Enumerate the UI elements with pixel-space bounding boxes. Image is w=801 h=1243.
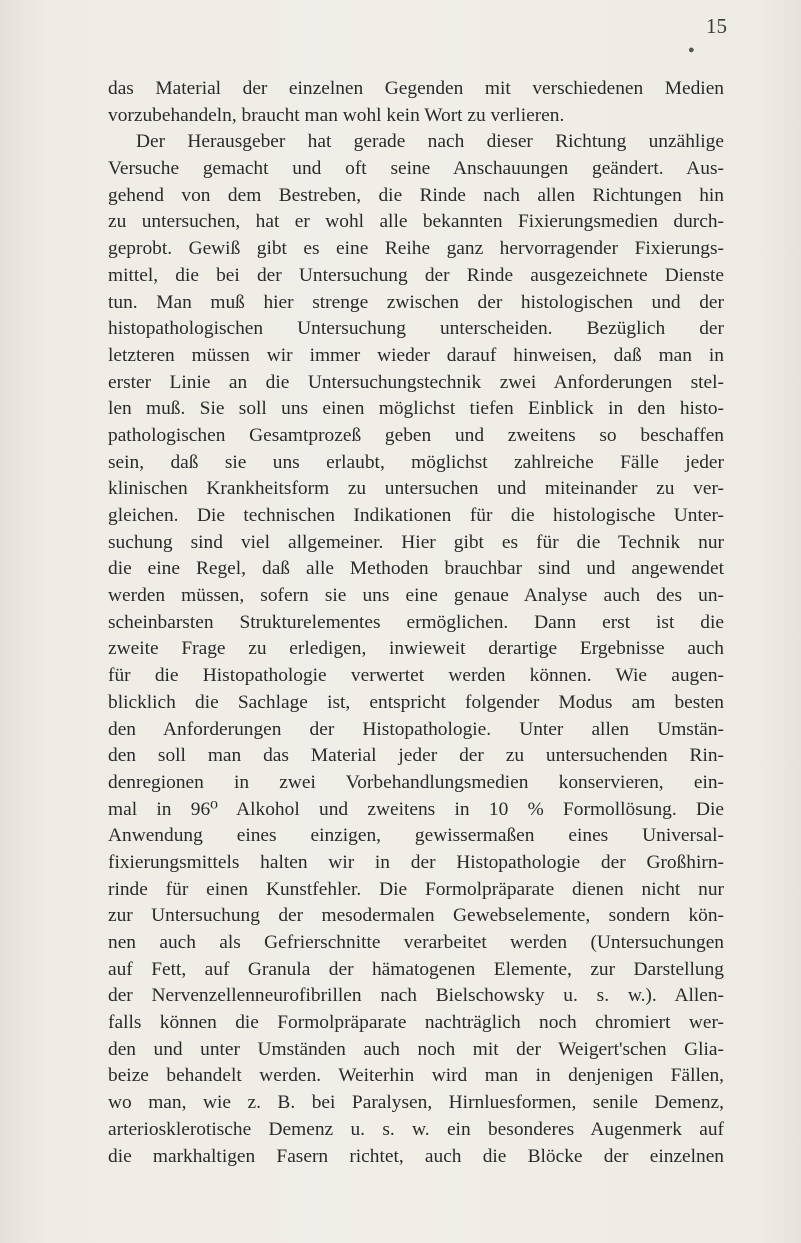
text-line: den und unter Umständen auch noch mit der Weigert'schen Glia- bbox=[108, 1038, 724, 1060]
text-line: len muß. Sie soll uns einen möglichst tiefen Einblick in den histo- bbox=[108, 398, 724, 420]
page-number: 15 bbox=[706, 14, 727, 38]
text-line: die eine Regel, daß alle Methoden brauchbar sind und angewendet bbox=[108, 558, 724, 580]
text-line: denregionen in zwei Vorbehandlungsmedien konservieren, ein- bbox=[108, 771, 724, 793]
text-line: mittel, die bei der Untersuchung der Rinde ausgezeichnete Dienste bbox=[108, 264, 724, 286]
text-line: gleichen. Die technischen Indikationen für die histologische Unter- bbox=[108, 505, 724, 526]
text-line: wo man, wie z. B. bei Paralysen, Hirnluesformen, senile Demenz, bbox=[108, 1092, 724, 1114]
text-line: suchung sind viel allgemeiner. Hier gibt es für die Technik nur bbox=[108, 531, 724, 553]
text-line: sein, daß sie uns erlaubt, möglichst zahlreiche Fälle jeder bbox=[108, 451, 724, 473]
text-line: letzteren müssen wir immer wieder darauf hinweisen, daß man in bbox=[108, 344, 724, 366]
text-line: den soll man das Material jeder der zu untersuchenden Rin- bbox=[108, 745, 724, 767]
body-text bbox=[108, 76, 724, 1170]
text-line: Der Herausgeber hat gerade nach dieser Richtung unzählige bbox=[136, 131, 724, 153]
text-line: geprobt. Gewiß gibt es eine Reihe ganz hervorragender Fixierungs- bbox=[108, 238, 724, 260]
text-line: fixierungsmittels halten wir in der Histopathologie der Großhirn- bbox=[108, 851, 724, 873]
text-line: der Nervenzellenneurofibrillen nach Bielschowsky u. s. w.). Allen- bbox=[108, 985, 724, 1007]
text-line: pathologischen Gesamtprozeß geben und zweitens so beschaffen bbox=[108, 424, 724, 446]
text-line: rinde für einen Kunstfehler. Die Formolpräparate dienen nicht nur bbox=[108, 878, 724, 900]
text-line: mal in 96⁰ Alkohol und zweitens in 10 % Formollösung. Die bbox=[108, 798, 724, 820]
text-line: die markhaltigen Fasern richtet, auch die Blöcke der einzelnen bbox=[108, 1145, 724, 1167]
text-line: blicklich die Sachlage ist, entspricht folgender Modus am besten bbox=[108, 691, 724, 713]
text-line: nen auch als Gefrierschnitte verarbeitet werden (Untersuchungen bbox=[108, 932, 724, 953]
text-line: Versuche gemacht und oft seine Anschauungen geändert. Aus- bbox=[108, 158, 724, 180]
text-line: zweite Frage zu erledigen, inwieweit derartige Ergebnisse auch bbox=[108, 638, 724, 660]
text-line: zur Untersuchung der mesodermalen Gewebselemente, sondern kön- bbox=[108, 905, 724, 927]
text-line: erster Linie an die Untersuchungstechnik zwei Anforderungen stel- bbox=[108, 371, 724, 393]
text-line: tun. Man muß hier strenge zwischen der histologischen und der bbox=[108, 291, 724, 313]
text-line: den Anforderungen der Histopathologie. Unter allen Umstän- bbox=[108, 718, 724, 740]
text-line: Anwendung eines einzigen, gewissermaßen eines Universal- bbox=[108, 825, 724, 847]
text-line: das Material der einzelnen Gegenden mit verschiedenen Medien bbox=[108, 78, 724, 99]
text-line: werden müssen, sofern sie uns eine genaue Analyse auch des un- bbox=[108, 585, 724, 607]
text-line: scheinbarsten Strukturelementes ermöglichen. Dann erst ist die bbox=[108, 611, 724, 633]
text-line: zu untersuchen, hat er wohl alle bekannten Fixierungsmedien durch- bbox=[108, 211, 724, 233]
text-line: klinischen Krankheitsform zu untersuchen und miteinander zu ver- bbox=[108, 478, 724, 500]
text-line: arteriosklerotische Demenz u. s. w. ein besonderes Augenmerk auf bbox=[108, 1118, 724, 1140]
text-line: vorzubehandeln, braucht man wohl kein Wort zu verlieren. bbox=[108, 104, 565, 126]
text-line: beize behandelt werden. Weiterhin wird man in denjenigen Fällen, bbox=[108, 1065, 724, 1087]
text-line: auf Fett, auf Granula der hämatogenen Elemente, zur Darstellung bbox=[108, 958, 724, 980]
print-speck: ● bbox=[688, 44, 695, 56]
text-line: gehend von dem Bestreben, die Rinde nach allen Richtungen hin bbox=[108, 184, 724, 206]
text-line: falls können die Formolpräparate nachträglich noch chromiert wer- bbox=[108, 1012, 724, 1034]
text-line: für die Histopathologie verwertet werden können. Wie augen- bbox=[108, 665, 724, 687]
text-line: histopathologischen Untersuchung unterscheiden. Bezüglich der bbox=[108, 318, 724, 340]
